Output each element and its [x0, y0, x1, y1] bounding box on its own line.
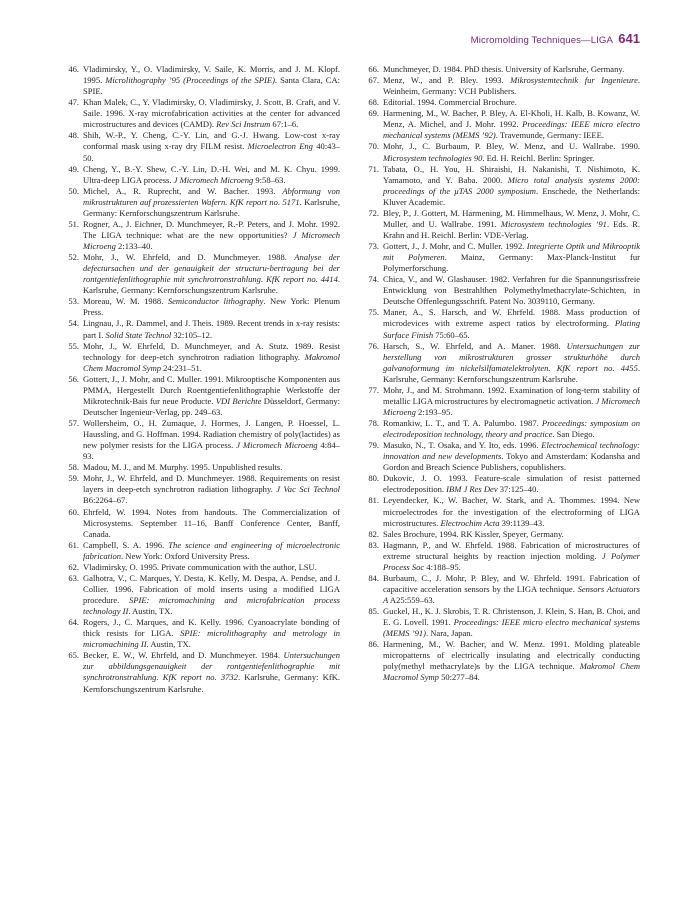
reference-item	[62, 341, 340, 374]
reference-item	[62, 573, 340, 617]
reference-source-title: Micro total analysis systems 2000: proceedings of the μTAS 2000 symposium	[383, 174, 640, 196]
reference-text: Leyendecker, K., W. Bacher, W. Stark, and A. Thommes. 1994. New microelectrodes for the investigation of the electroforming of LIGA microstructures.	[383, 495, 640, 528]
reference-text: Shih, W.-P., Y. Cheng, C.-Y. Lin, and G.-J. Hwang. Low-cost x-ray conformal mask using x-ray dry FILM resist.	[83, 130, 340, 152]
reference-source-title: Untersuchungen zur herstellung von mikrostrukturen grosser strukturhöhe durch galvanoformung im nickelsilfamatelektrolyten. KfK report no. 4455	[383, 340, 640, 373]
reference-text: Lingnau, J., R. Dammel, and J. Theis. 1989. Recent trends in x-ray resists: part I.	[83, 318, 340, 340]
reference-item	[62, 252, 340, 296]
reference-text: Moreau, W. M. 1988.	[83, 296, 168, 307]
reference-number: 50.	[68, 185, 79, 196]
reference-text: Gottert, J., J. Mohr, and C. Muller. 1991. Mikrooptische Komponenten aus PMMA, Hergestellt Durch Roentgentiefenlithographie Werkstoffe der Mikrotechnik-Bais fur neue Producte.	[83, 373, 340, 406]
reference-number: 73.	[368, 241, 379, 251]
reference-number: 56.	[68, 373, 79, 384]
reference-text: Hagmann, P., and W. Ehrfeld. 1988. Fabrication of microstructures of extreme structural heights by reaction injection molding.	[383, 539, 640, 561]
reference-text: 40:43–50.	[83, 141, 340, 163]
reference-text: . San Diego.	[552, 429, 595, 440]
reference-number: 83.	[368, 539, 379, 550]
reference-text: Chica, V., and W. Glashauser. 1982. Verfahren fur die Spannungsrissfreie Entwicklung von Bestrahlthen Polymethylmethacrylate-Schichten, in Deutsche Offenlegungsschrift. Patent No. 3039110, Germany.	[383, 274, 640, 307]
reference-text: 2:133–40.	[115, 241, 153, 251]
reference-text: Romankiw, L. T., and T. A. Palumbo. 1987.	[383, 418, 542, 428]
reference-number: 62.	[68, 561, 79, 572]
reference-text: Mohr, J., and M. Strohmann. 1992. Examination of long-term stability of metallic LIGA microstructures by electromagnetic activation.	[383, 384, 640, 406]
reference-item	[62, 374, 340, 418]
reference-text: Harsch, S., W. Ehrfeld, and A. Maner. 1988.	[383, 340, 567, 351]
reference-source-title: Electrochim Acta	[440, 517, 500, 528]
reference-text: Rogers, J., C. Marques, and K. Kelly. 1996. Cyanoacrylate bonding of thick resists for LIGA.	[83, 617, 340, 639]
reference-source-title: J Micromech Microeng	[173, 174, 254, 185]
reference-number: 46.	[68, 64, 79, 74]
reference-source-title: Electrochemical technology: innovation and new developments	[383, 440, 640, 462]
reference-item	[362, 529, 640, 540]
reference-text: Mohr, J., W. Ehrfeld, and D. Munchmeyer. 1988.	[83, 252, 295, 263]
reference-text: Rogner, A., J. Eichner, D. Munchmeyer, R.-P. Peters, and J. Mohr. 1992. The LIGA technique: what are the new opportunities?	[83, 218, 340, 240]
reference-item	[362, 141, 640, 163]
running-head-title: Micromolding Techniques—LIGA	[470, 35, 613, 46]
reference-text: 75:60–65.	[433, 329, 470, 340]
reference-source-title: Microlithography ’95 (Proceedings of the SPIE)	[105, 75, 275, 86]
reference-text: Vladimirsky, Y., O. Vladimirsky, V. Saile, K. Morris, and J. M. Klopf. 1995.	[83, 64, 340, 86]
reference-item	[362, 64, 640, 75]
reference-text: Harmening, M., W. Bacher, P. Bley, A. El-Kholi, H. Kalb, B. Kowanz, W. Menz, A. Michel, and J. Mohr. 1992.	[383, 108, 640, 130]
reference-text: . Enschede, the Netherlands: Kluver Academic.	[383, 185, 640, 207]
reference-number: 74.	[368, 274, 379, 285]
reference-text: Khan Malek, C., Y. Vladimirsky, O. Vladimirsky, J. Scott, B. Craft, and V. Saile. 1996. X-ray microfabrication activities at the center for advanced microstructures and devices (CAMD).	[83, 97, 340, 130]
reference-item	[362, 418, 640, 440]
reference-item	[62, 219, 340, 252]
reference-item	[62, 97, 340, 130]
reference-source-title: Microsystem technologies 90	[383, 152, 483, 163]
reference-text: Becker, E. W., W. Ehrfeld, and D. Munchmeyer. 1984.	[83, 650, 284, 661]
reference-text: Mohr, J., W. Ehrfeld, and D. Munchmeyer. 1988. Requirements on resist layers in deep-etch synchrotron radiation lithography.	[83, 473, 340, 495]
reference-number: 85.	[368, 606, 379, 617]
reference-text: . Tokyo and Amsterdam: Kodansha and Gordon and Breach Science Publishers, copublishers.	[383, 451, 640, 473]
reference-number: 53.	[68, 296, 79, 307]
reference-number: 52.	[68, 252, 79, 263]
reference-text: Vladimirsky, O. 1995. Private communication with the author, LSU.	[83, 561, 317, 572]
reference-item	[62, 540, 340, 562]
references-left-column	[62, 64, 340, 695]
reference-source-title: Makromol Chem Macromol Symp	[383, 661, 640, 683]
reference-text: Michel, A., R. Ruprecht, and W. Bacher. 1993.	[83, 185, 283, 196]
reference-text: 39:1139–43.	[499, 517, 545, 528]
reference-number: 47.	[68, 97, 79, 108]
reference-number: 67.	[368, 75, 379, 86]
reference-text: Tabata, O., H. You, H. Shiraishi, H. Nakanishi, T. Nishimoto, K. Yamamoto, and Y. Baba. 2000.	[383, 163, 640, 185]
reference-text: . New York: Oxford University Press.	[121, 550, 250, 561]
reference-item	[362, 307, 640, 340]
reference-text: Gottert, J., J. Mohr, and C. Muller. 1992.	[383, 241, 527, 251]
reference-text: Galhotra, V., C. Marques, Y. Desta, K. Kelly, M. Despa, A. Pendse, and J. Collier. 1996. Fabrication of mold inserts using a modified LIGA procedure.	[83, 572, 340, 605]
reference-text: . Weinheim, Germany: VCH Publishers.	[383, 75, 640, 97]
reference-source-title: J Polymer Process Soc	[383, 550, 640, 572]
reference-text: A25:559–63.	[388, 595, 435, 605]
reference-source-title: Rev Sci Instrum	[216, 119, 271, 130]
reference-source-title: Microsystem technologies ’91	[500, 218, 607, 229]
reference-item	[62, 186, 340, 219]
reference-number: 57.	[68, 418, 79, 428]
reference-item	[362, 75, 640, 97]
reference-text: 37:125–40.	[497, 484, 539, 495]
reference-item	[362, 495, 640, 528]
reference-item	[362, 473, 640, 495]
reference-number: 51.	[68, 218, 79, 229]
reference-number: 65.	[68, 650, 79, 661]
reference-source-title: Mikrosystemtechnik fur Ingenieure	[510, 75, 638, 86]
reference-item	[62, 318, 340, 340]
reference-source-title: SPIE: micromachining and microfabrication process technology II	[83, 595, 340, 617]
reference-source-title: J Micromech Microeng	[383, 395, 640, 417]
reference-text: Masuko, N., T. Osaka, and Y. Ito, eds. 1996.	[383, 440, 542, 451]
reference-source-title: SPIE: microlithography and metrology in micromachining II	[83, 628, 340, 650]
reference-number: 49.	[68, 163, 79, 174]
reference-source-title: Proceedings: IEEE micro electro mechanical systems (MEMS ’91)	[383, 617, 640, 639]
reference-text: Guckel, H., K. J. Skrobis, T. R. Christenson, J. Klein, S. Han, B. Choi, and E. G. Lovell. 1991.	[383, 606, 640, 628]
reference-source-title: Sensors Actuators A	[383, 583, 641, 605]
reference-item	[362, 108, 640, 141]
reference-source-title: Microelectron Eng	[247, 141, 313, 152]
reference-text: . Santa Clara, CA: SPIE.	[83, 75, 340, 97]
reference-number: 58.	[68, 462, 79, 473]
reference-item	[62, 462, 340, 473]
reference-text: . Austin, TX.	[128, 606, 173, 617]
reference-text: Sales Brochure, 1994. RK Kissler, Speyer, Germany.	[383, 528, 564, 539]
reference-text: Maner, A., S. Harsch, and W. Ehrfeld. 1988. Mass production of microdevices with extreme aspect ratios by electroforming.	[383, 307, 640, 329]
reference-item	[62, 296, 340, 318]
reference-text: 32:105–12.	[171, 329, 213, 340]
reference-source-title: Proceedings: IEEE micro electro mechanical systems (MEMS ’92)	[383, 119, 640, 141]
reference-number: 63.	[68, 572, 79, 583]
reference-item	[62, 164, 340, 186]
reference-text: 4:84–93.	[83, 440, 340, 462]
reference-item	[62, 562, 340, 573]
reference-number: 81.	[368, 495, 379, 506]
reference-item	[62, 64, 340, 97]
reference-text: . Ed. H. Reichl. Berlin: Springer.	[482, 152, 595, 163]
reference-text: Harmening, M., W. Bacher, and W. Menz. 1991. Molding plateable micropatterns of electrically insulating and electrically conducting poly(methyl methacrylate)s by the LIGA technique.	[383, 639, 640, 672]
reference-item	[362, 440, 640, 473]
reference-number: 66.	[368, 64, 379, 74]
reference-source-title: Untersuchungen zur abbildungsgenauigkeit der rontgentiefenlithographie mit synchrotronstrahlung. KfK report no. 3732	[83, 650, 340, 683]
reference-text: Burbaum, C., J. Mohr, P. Bley, and W. Ehrfeld. 1991. Fabrication of capacitive acceleration sensors by the LIGA technique.	[383, 572, 640, 594]
reference-source-title: Solid State Technol	[105, 329, 172, 340]
reference-number: 54.	[68, 318, 79, 329]
running-header	[0, 30, 695, 54]
reference-source-title: VDI Berichte	[215, 395, 262, 406]
reference-number: 72.	[368, 207, 379, 218]
reference-item	[362, 341, 640, 385]
reference-text: Campbell, S. A. 1996.	[83, 539, 169, 550]
reference-number: 64.	[68, 617, 79, 628]
reference-source-title: Semiconductor lithography	[167, 296, 264, 307]
reference-source-title: J Micromech Microeng	[236, 440, 318, 451]
reference-number: 86.	[368, 639, 379, 650]
reference-number: 79.	[368, 440, 379, 451]
reference-text: Wollersheim, O., H. Zumaque, J. Hormes, J. Langen, P. Hoessel, L. Haussling, and G. Hoffman. 1994. Radiation chemistry of poly(lactides) as new polymer resists for the LIGA process.	[83, 418, 340, 451]
reference-text: . Austin, TX.	[146, 639, 191, 650]
reference-item	[362, 606, 640, 639]
reference-text: . Mainz, Germany: Max-Planck-Institut fur Polymerforschung.	[383, 252, 640, 274]
reference-text: Menz, W., and P. Bley. 1993.	[383, 75, 511, 86]
reference-number: 71.	[368, 163, 379, 174]
reference-text: Düsseldorf, Germany: Deutscher Ingenieur-Verlag, pp. 249–63.	[83, 395, 341, 417]
reference-number: 61.	[68, 539, 79, 550]
reference-source-title: Integrierte Optik und Mikrooptik mit Polymeren	[383, 241, 640, 263]
reference-text: . Karlsruhe, Germany: KfK. Kernforschungszentrum Karlsruhe.	[83, 672, 340, 694]
reference-item	[362, 639, 640, 683]
reference-item	[62, 617, 340, 650]
reference-number: 80.	[368, 473, 379, 484]
reference-text: . Travemunde, Germany: IEEE.	[495, 130, 604, 141]
reference-number: 78.	[368, 418, 379, 428]
reference-item	[362, 208, 640, 241]
reference-text: . Karlsruhe, Germany: Kernforschungszentrum Karlsruhe.	[83, 274, 340, 296]
reference-source-title: J Micromech Microeng	[83, 229, 340, 251]
reference-item	[362, 164, 640, 208]
reference-number: 68.	[368, 97, 379, 108]
reference-text: Cheng, Y., B.-Y. Shew, C.-Y. Lin, D.-H. Wei, and M. K. Chyu. 1999. Ultra-deep LIGA process.	[83, 163, 340, 185]
reference-text: 67:1–6.	[270, 119, 299, 130]
reference-source-title: The science and engineering of microelectronic fabrication	[83, 539, 340, 561]
reference-item	[362, 540, 640, 573]
reference-item	[62, 473, 340, 506]
reference-item	[362, 385, 640, 418]
reference-item	[362, 97, 640, 108]
reference-source-title: Analyse der defectursachen und der genauigkeit der structuru-bertragung bei der rontgentiefenlithographie mit synchrotronstrahlung. KfK report no. 4414	[83, 252, 341, 285]
reference-text: 4:188–95.	[424, 561, 461, 572]
reference-item	[62, 130, 340, 163]
reference-number: 55.	[68, 340, 79, 351]
reference-text: Madou, M. J., and M. Murphy. 1995. Unpublished results.	[83, 462, 283, 473]
reference-item	[62, 418, 340, 462]
reference-item	[362, 241, 640, 274]
page-number: 641	[618, 31, 640, 46]
reference-number: 48.	[68, 130, 79, 141]
reference-number: 70.	[368, 141, 379, 152]
reference-number: 59.	[68, 473, 79, 484]
reference-text: 9:58–63.	[253, 174, 286, 185]
reference-text: . Karlsruhe, Germany: Kernforschungszentrum Karlsruhe.	[383, 362, 640, 384]
reference-text: 50:277–84.	[438, 672, 480, 683]
reference-text: Bley, P., J. Gottert, M. Harmening, M. Himmelhaus, W. Menz, J. Mohr, C. Muller, and U. Wallrabe. 1991.	[383, 207, 640, 229]
reference-text: Munchmeyer, D. 1984. PhD thesis. University of Karlsruhe, Germany.	[383, 64, 625, 74]
reference-text: . Karlsruhe, Germany: Kernforschungszentrum Karlsruhe.	[83, 196, 340, 218]
reference-text: Editorial. 1994. Commercial Brochure.	[383, 97, 517, 108]
reference-number: 77.	[368, 384, 379, 395]
reference-text: B6:2264–67.	[83, 495, 128, 506]
reference-text: Mohr, J., W. Ehrfeld, D. Munchmeyer, and A. Stutz. 1989. Resist technology for deep-etch synchrotron radiation lithography.	[83, 340, 340, 362]
reference-source-title: IBM J Res Dev	[446, 484, 498, 495]
reference-item	[62, 650, 340, 694]
reference-item	[62, 507, 340, 540]
reference-source-title: Proceedings: symposium on electrodeposition technology, theory and practice	[383, 418, 640, 440]
reference-text: . New York: Plenum Press.	[83, 296, 340, 318]
reference-text: Mohr, J., C. Burbaum, P. Bley, W. Menz, and U. Wallrabe. 1990.	[383, 141, 640, 152]
reference-text: . Nara, Japan.	[425, 628, 473, 639]
reference-source-title: Makromol Chem Macromol Symp	[83, 351, 340, 373]
reference-text: Ehrfeld, W. 1994. Notes from handouts. The Commercialization of Microsystems. September 11–16, Banff Conference Center, Banff, Canada.	[83, 506, 340, 539]
reference-number: 76.	[368, 340, 379, 351]
reference-number: 82.	[368, 528, 379, 539]
reference-item	[362, 573, 640, 606]
reference-number: 75.	[368, 307, 379, 318]
reference-source-title: J Vac Sci Technol	[276, 484, 340, 495]
reference-item	[362, 274, 640, 307]
reference-text: 2:193–95.	[415, 406, 453, 417]
reference-number: 60.	[68, 506, 79, 517]
reference-text: . Eds. R. Krahn and H. Reichl. Berlin: VDE-Verlag.	[383, 218, 640, 240]
reference-source-title: Plating Surface Finish	[383, 318, 640, 340]
reference-source-title: Abformung von mikrostrukturen auf prozessierten Wafern. KfK report no. 5171	[83, 185, 340, 207]
reference-number: 84.	[368, 572, 379, 583]
references-right-column	[362, 64, 640, 684]
reference-text: Dukovic, J. O. 1993. Feature-scale simulation of resist patterned electrodeposition.	[383, 473, 640, 495]
reference-number: 69.	[368, 108, 379, 119]
reference-text: 24:231–51.	[161, 362, 202, 373]
